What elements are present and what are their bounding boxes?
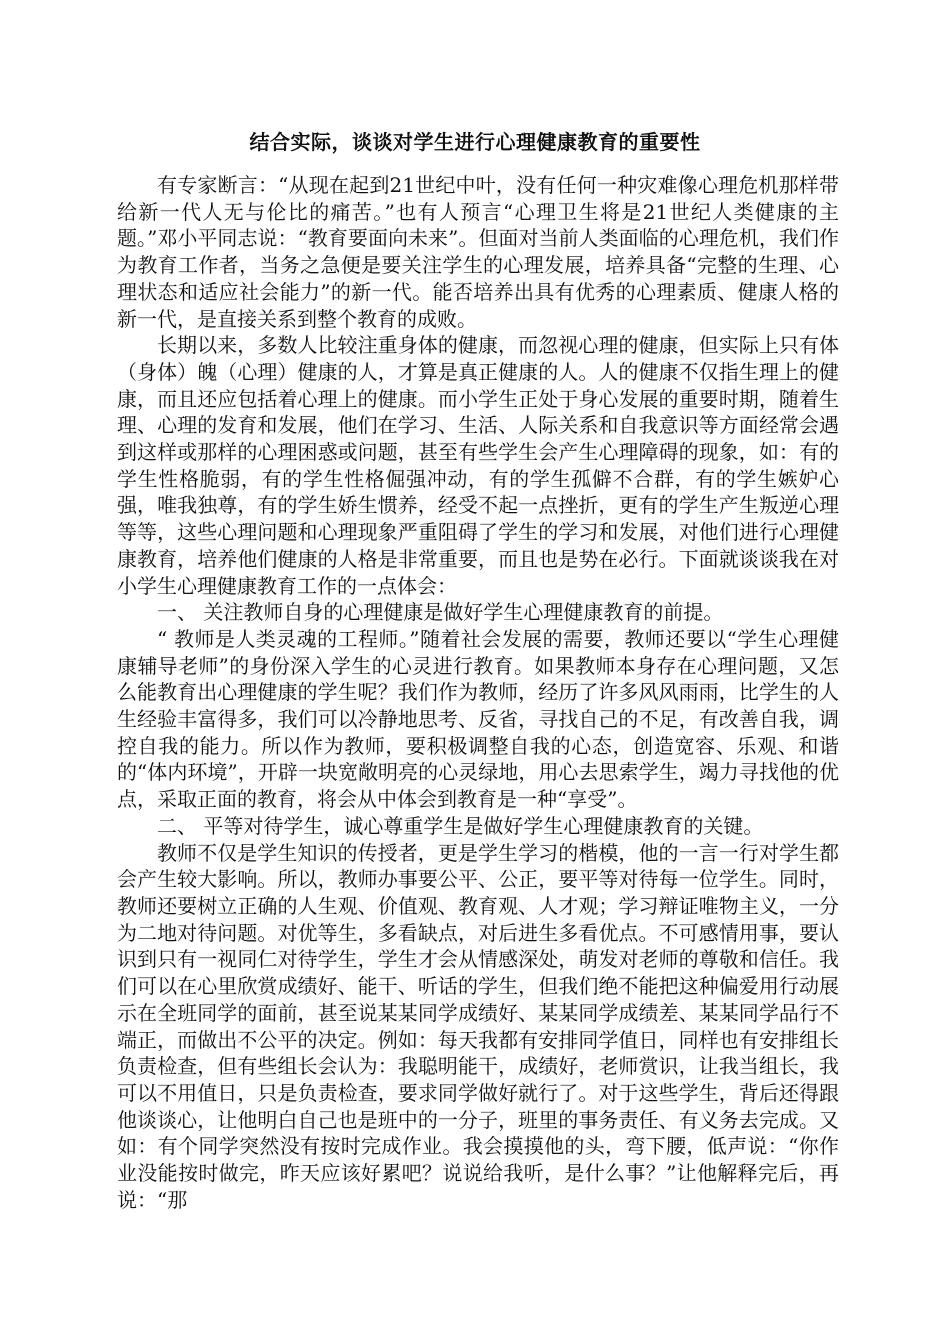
section-heading-2: 二、 平等对待学生，诚心尊重学生是做好学生心理健康教育的关键。 [157,813,764,838]
paragraph-background: 长期以来，多数人比较注重身体的健康，而忽视心理的健康，但实际上只有体（身体）魄（心理）健康的人，才算是真正健康的人。人的健康不仅指生理上的健康，而且还应包括着心理上的健康。而小学生正处于身心发展的重要时期，随着生理、心理的发育和发展，他们在学习、生活、人际关系和自我意识等方面经常会遇到这样或那样的心理困惑或问题，甚至有些学生会产生心理障碍的现象，如：有的学生性格脆弱，有的学生性格倔强冲动，有的学生孤僻不合群，有的学生嫉妒心强，唯我独尊，有的学生娇生惯养，经受不起一点挫折，更有的学生产生叛逆心理等等，这些心理问题和心理现象严重阻碍了学生的学习和发展，对他们进行心理健康教育，培养他们健康的人格是非常重要，而且也是势在必行。下面就谈谈我在对小学生心理健康教育工作的一点体会： [117,333,839,598]
section-heading-1: 一、 关注教师自身的心理健康是做好学生心理健康教育的前提。 [157,600,724,625]
paragraph-section-1: “ 教师是人类灵魂的工程师。”随着社会发展的需要，教师还要以“学生心理健康辅导老师”的身份深入学生的心灵进行教育。如果教师本身存在心理问题，又怎么能教育出心理健康的学生呢？我们作为教师，经历了许多风风雨雨，比学生的人生经验丰富得多，我们可以冷静地思考、反省，寻找自己的不足，有改善自我，调控自我的能力。所以作为教师，要积极调整自我的心态，创造宽容、乐观、和谐的“体内环境”，开辟一块宽敞明亮的心灵绿地，用心去思索学生，竭力寻找他的优点，采取正面的教育，将会从中体会到教育是一种“享受”。 [117,626,839,812]
document-body [117,172,839,1213]
document-title: 结合实际，谈谈对学生进行心理健康教育的重要性 [249,130,701,154]
paragraph-section-2: 教师不仅是学生知识的传授者，更是学生学习的楷模，他的一言一行对学生都会产生较大影响。所以，教师办事要公平、公正，要平等对待每一位学生。同时，教师还要树立正确的人生观、价值观、教育观、人才观；学习辩证唯物主义，一分为二地对待问题。对优等生，多看缺点，对后进生多看优点。不可感情用事，要认识到只有一视同仁对待学生，学生才会从情感深处，萌发对老师的尊敬和信任。我们可以在心里欣赏成绩好、能干、听话的学生，但我们绝不能把这种偏爱用行动展示在全班同学的面前，甚至说某某同学成绩好、某某同学成绩差、某某同学品行不端正，而做出不公平的决定。例如：每天我都有安排同学值日，同样也有安排组长负责检查，但有些组长会认为：我聪明能干，成绩好，老师赏识，让我当组长，我可以不用值日，只是负责检查，要求同学做好就行了。对于这些学生，背后还得跟他谈谈心，让他明白自己也是班中的一分子，班里的事务责任、有义务去完成。又如：有个同学突然没有按时完成作业。我会摸摸他的头，弯下腰，低声说：“你作业没能按时做完，昨天应该好累吧？说说给我听，是什么事？”让他解释完后，再说：“那 [117,840,839,1212]
paragraph-intro: 有专家断言：“从现在起到21世纪中叶，没有任何一种灾难像心理危机那样带给新一代人无与伦比的痛苦。”也有人预言“心理卫生将是21世纪人类健康的主题。”邓小平同志说：“教育要面向未来”。但面对当前人类面临的心理危机，我们作为教育工作者，当务之急便是要关注学生的心理发展，培养具备“完整的生理、心理状态和适应社会能力”的新一代。能否培养出具有优秀的心理素质、健康人格的新一代，是直接关系到整个教育的成败。 [117,173,839,331]
